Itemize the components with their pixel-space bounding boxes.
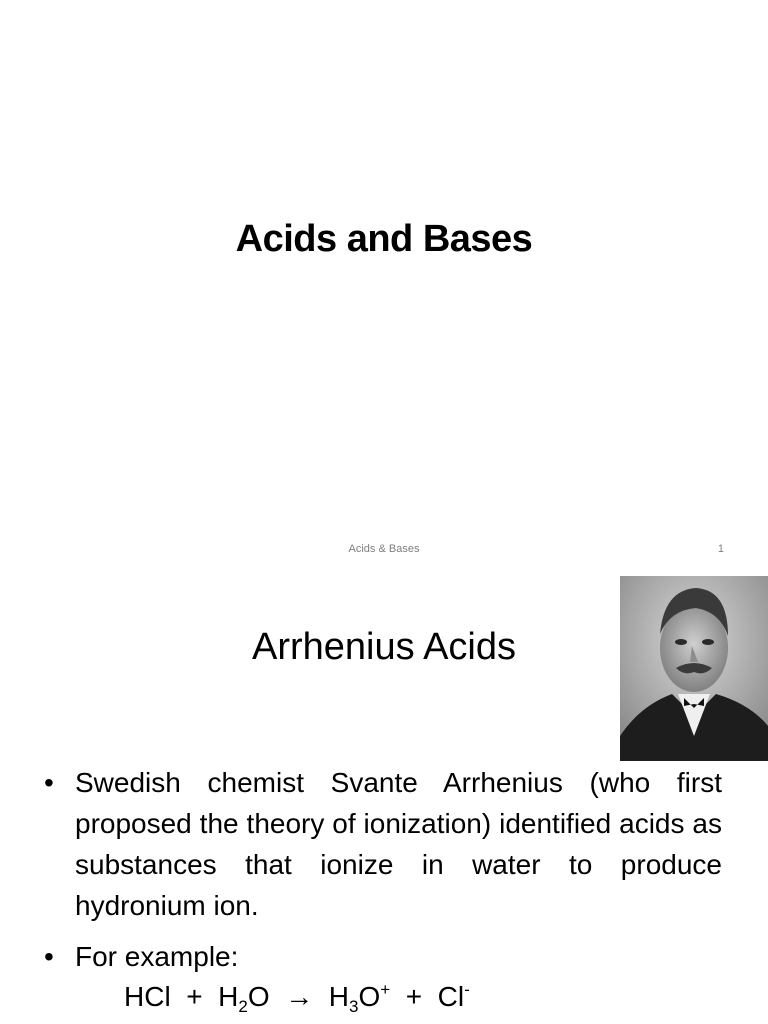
bullet-text: For example: bbox=[75, 941, 239, 972]
bullet-item bbox=[44, 936, 722, 977]
bullet-glyph: • bbox=[44, 767, 54, 798]
bullet-text: Swedish chemist Svante Arrhenius (who first proposed the theory of ionization) identified acids as substances that ionize in water to produce hydronium ion. bbox=[75, 767, 722, 921]
equation-plus: + bbox=[405, 981, 423, 1012]
equation-plus: + bbox=[186, 981, 203, 1012]
slide-number: 1 bbox=[717, 543, 724, 555]
equation-reactant: HCl bbox=[124, 981, 171, 1012]
bullet-list bbox=[44, 762, 722, 977]
slide-footer: Acids & Bases bbox=[348, 543, 420, 555]
slide-2 bbox=[0, 576, 768, 1024]
slide-title: Acids and Bases bbox=[235, 218, 533, 260]
equation-product: $H_3O^+$ bbox=[328, 980, 391, 1016]
bullet-item bbox=[44, 762, 722, 926]
arrow-icon: → bbox=[285, 981, 314, 1012]
equation-reactant: $H_2O$ bbox=[218, 981, 270, 1016]
equation-product: Cl- bbox=[437, 980, 470, 1012]
bullet-glyph: • bbox=[44, 941, 54, 972]
slide-title: Arrhenius Acids bbox=[251, 626, 516, 668]
chemical-equation bbox=[124, 980, 470, 1017]
